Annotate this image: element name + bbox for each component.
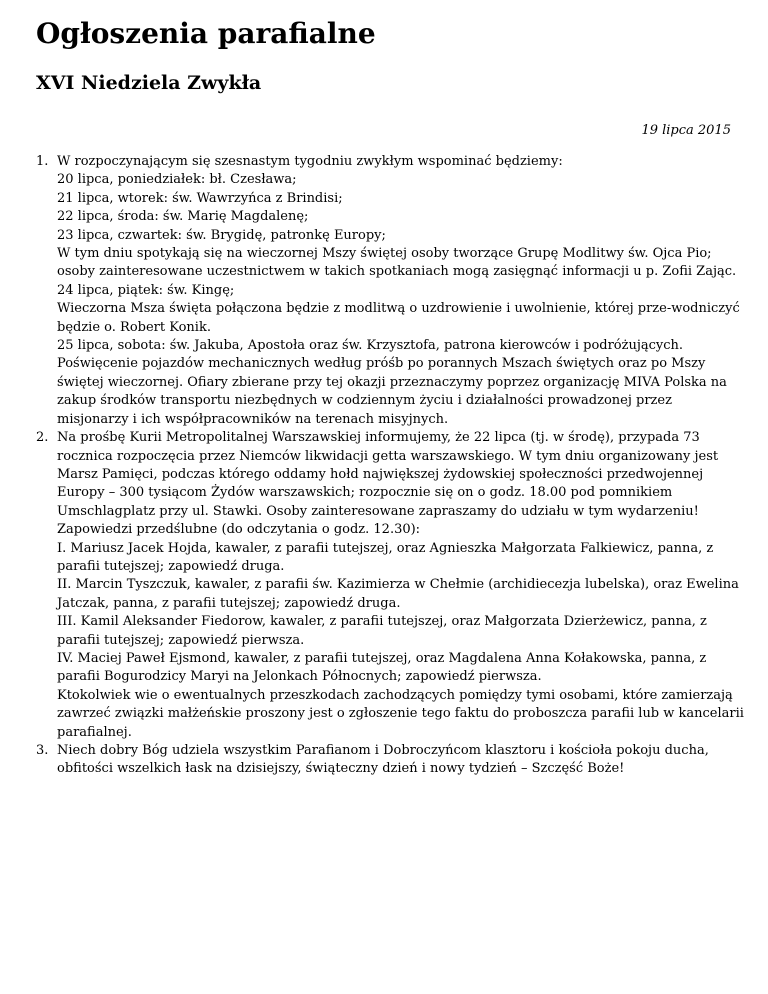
item-text-line: 22 lipca, środa: św. Marię Magdalenę; [57, 209, 309, 225]
item-text-line: misjonarzy i ich współpracowników na terenach misyjnych. [57, 411, 449, 427]
item-text-line: Wieczorna Msza święta połączona będzie z modlitwą o uzdrowienie i uwolnienie, której prze-wodniczyć [57, 301, 740, 317]
announcement-date: 19 lipca 2015 [641, 123, 731, 138]
item-text-line: parafialnej. [57, 724, 132, 740]
announcement-item [36, 429, 744, 742]
item-text-line: zakup środków transportu niezbędnych w codziennym życiu i działalności prowadzonej przez [57, 393, 672, 409]
item-text-line: Umschlagplatz przy ul. Stawki. Osoby zainteresowane zapraszamy do udziału w tym wydarzeniu! [57, 503, 699, 519]
item-text-line: W rozpoczynającym się szesnastym tygodniu zwykłym wspominać będziemy: [57, 154, 563, 169]
announcement-item [36, 153, 740, 429]
announcement-item [36, 742, 732, 779]
item-text-line: Jatczak, panna, z parafii tutejszej; zapowiedź druga. [57, 595, 401, 611]
item-text-line: I. Mariusz Jacek Hojda, kawaler, z parafii tutejszej, oraz Agnieszka Małgorzata Falkiewicz, panna, z [57, 540, 714, 556]
item-text-line: parafii tutejszej; zapowiedź druga. [57, 558, 285, 574]
item-text-line: 25 lipca, sobota: św. Jakuba, Apostoła oraz św. Krzysztofa, patrona kierowców i podróżujących. [57, 338, 684, 354]
item-text-line: parafii Bogurodzicy Maryi na Jelonkach Północnych; zapowiedź pierwsza. [57, 669, 542, 685]
item-text-line: obfitości wszelkich łask na dzisiejszy, świąteczny dzień i nowy tydzień – Szczęść Boże! [57, 761, 625, 777]
item-number: 1. [36, 154, 49, 169]
announcements-list [0, 153, 744, 779]
item-text-line: rocznica rozpoczęcia przez Niemców likwidacji getta warszawskiego. W tym dniu organizowany jest [57, 448, 719, 464]
item-text-line: III. Kamil Aleksander Fiedorow, kawaler, z parafii tutejszej, oraz Małgorzata Dzierżewicz, panna, z [57, 614, 707, 630]
item-text-line: świętej wieczornej. Ofiary zbierane przy tej okazji przeznaczymy poprzez organizację MIVA Polska na [57, 374, 727, 390]
item-text-line: parafii tutejszej; zapowiedź pierwsza. [57, 632, 305, 648]
item-text-line: Poświęcenie pojazdów mechanicznych według próśb po porannych Mszach świętych oraz po Mszy [57, 356, 706, 372]
item-text-line: 23 lipca, czwartek: św. Brygidę, patronkę Europy; [57, 227, 386, 243]
item-number: 3. [36, 743, 49, 758]
item-text-line: Zapowiedzi przedślubne (do odczytania o godz. 12.30): [57, 522, 421, 538]
item-text-line: Na prośbę Kurii Metropolitalnej Warszawskiej informujemy, że 22 lipca (tj. w środę), przypada 73 [57, 430, 700, 446]
item-text-line: będzie o. Robert Konik. [57, 319, 211, 335]
item-text-line: Niech dobry Bóg udziela wszystkim Parafianom i Dobroczyńcom klasztoru i kościoła pokoju ducha, [57, 743, 709, 758]
item-text-line: 21 lipca, wtorek: św. Wawrzyńca z Brindisi; [57, 190, 343, 206]
item-text-line: 24 lipca, piątek: św. Kingę; [57, 282, 235, 298]
page-subtitle: XVI Niedziela Zwykła [36, 72, 262, 94]
item-text-line: 20 lipca, poniedziałek: bł. Czesława; [57, 172, 297, 188]
item-text-line: Europy – 300 tysiącom Żydów warszawskich; rozpocznie się on o godz. 18.00 pod pomnikiem [57, 485, 673, 501]
item-text-line: zawrzeć związki małżeńskie proszony jest o zgłoszenie tego faktu do proboszcza parafii lub w kancelarii [57, 706, 744, 722]
item-text-line: W tym dniu spotykają się na wieczornej Mszy świętej osoby tworzące Grupę Modlitwy św. Ojca Pio; [57, 246, 712, 262]
item-text-line: osoby zainteresowane uczestnictwem w takich spotkaniach mogą zasięgnąć informacji u p. Zofii Zając. [57, 264, 737, 280]
item-text-line: IV. Maciej Paweł Ejsmond, kawaler, z parafii tutejszej, oraz Magdalena Anna Kołakowska, panna, z [57, 650, 707, 666]
item-text-line: II. Marcin Tyszczuk, kawaler, z parafii św. Kazimierza w Chełmie (archidiecezja lubelska), oraz Ewelina [57, 577, 739, 593]
page-title: Ogłoszenia parafialne [36, 17, 376, 50]
item-text-line: Marsz Pamięci, podczas którego oddamy hołd największej żydowskiej społeczności przedwojennej [57, 466, 704, 482]
item-number: 2. [36, 430, 49, 446]
item-text-line: Ktokolwiek wie o ewentualnych przeszkodach zachodzących pomiędzy tymi osobami, które zamierzają [57, 687, 733, 703]
